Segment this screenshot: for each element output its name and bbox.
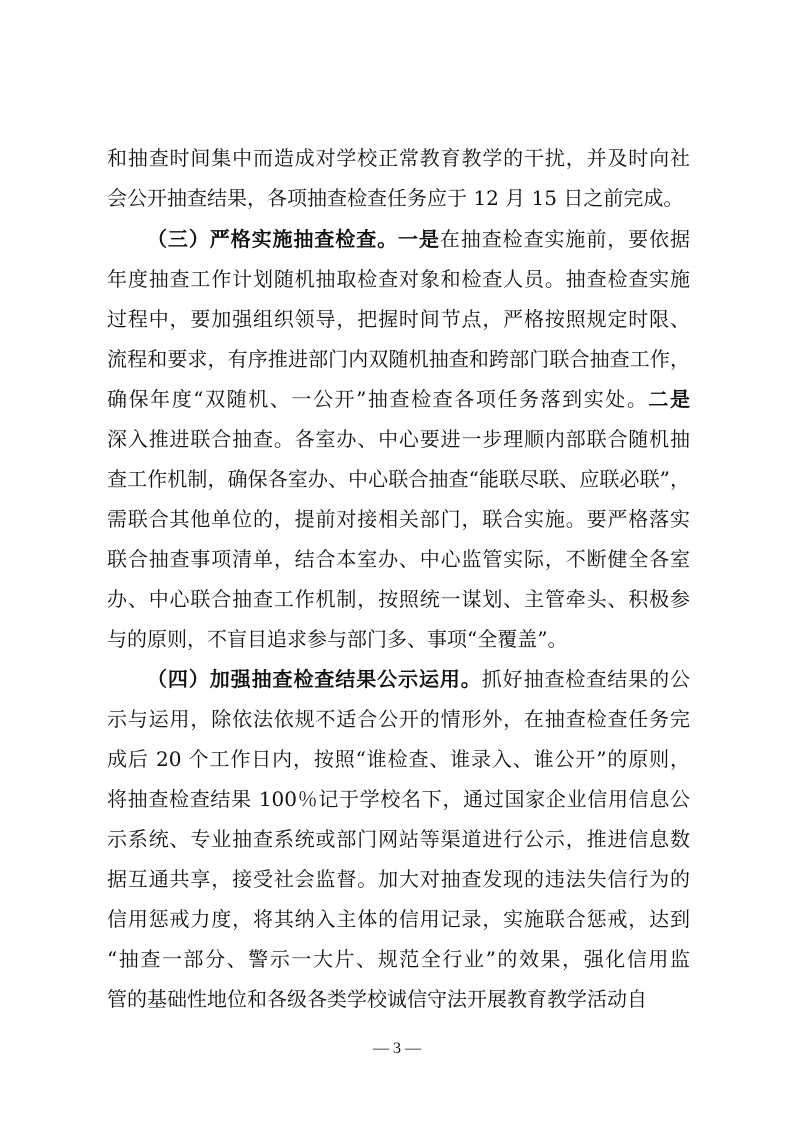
section-heading-4: （四）加强抽查检查结果公示运用。: [147, 667, 482, 691]
p3-line-3: 成后 20 个工作日内，按照“谁检查、谁录入、谁公开”的原则，: [107, 747, 690, 771]
p3-line-2: 示与运用，除依法依规不适合公开的情形外，在抽查检查任务完: [107, 707, 690, 731]
point-label-1: 一是: [398, 227, 440, 251]
point-label-2: 二是: [648, 387, 690, 411]
p3-line-1-text: 抓好抽查检查结果的公: [481, 667, 690, 691]
p3-line-9: 管的基础性地位和各级各类学校诚信守法开展教育教学活动自: [107, 987, 647, 1011]
p1-line-1: 和抽查时间集中而造成对学校正常教育教学的干扰，并及时向社: [107, 146, 690, 170]
section-heading-3: （三）严格实施抽查检查。: [147, 227, 399, 251]
p2-line-2: 年度抽查工作计划随机抽取检查对象和检查人员。抽查检查实施: [107, 267, 690, 291]
p3-line-4: 将抽查检查结果 100％记于学校名下，通过国家企业信用信息公: [107, 787, 690, 811]
p2-line-11: 与的原则，不盲目追求参与部门多、事项“全覆盖”。: [107, 627, 568, 651]
p3-line-8: “抽查一部分、警示一大片、规范全行业”的效果，强化信用监: [107, 947, 690, 971]
p2-line-10: 办、中心联合抽查工作机制，按照统一谋划、主管牵头、积极参: [107, 587, 690, 611]
p3-line-7: 信用惩戒力度，将其纳入主体的信用记录，实施联合惩戒，达到: [107, 907, 690, 931]
p2-line-5: [107, 379, 690, 419]
p3-line-5: 示系统、专业抽查系统或部门网站等渠道进行公示，推进信息数: [107, 827, 690, 851]
p2-line-7: 查工作机制，确保各室办、中心联合抽查“能联尽联、应联必联”，: [107, 467, 690, 491]
p2-line-3: 过程中，要加强组织领导，把握时间节点，严格按照规定时限、: [107, 307, 690, 331]
p3-line-1: [147, 659, 690, 699]
p2-line-5-text: 确保年度“双随机、一公开”抽查检查各项任务落到实处。: [107, 387, 649, 411]
p2-line-8: 需联合其他单位的，提前对接相关部门，联合实施。要严格落实: [107, 507, 690, 531]
p2-line-6: 深入推进联合抽查。各室办、中心要进一步理顺内部联合随机抽: [107, 427, 690, 451]
p1-line-2: 会公开抽查结果，各项抽查检查任务应于 12 月 15 日之前完成。: [107, 186, 684, 210]
p3-line-6: 据互通共享，接受社会监督。加大对抽查发现的违法失信行为的: [107, 867, 690, 891]
page-number: — 3 —: [373, 1040, 421, 1057]
p2-line-4: 流程和要求，有序推进部门内双随机抽查和跨部门联合抽查工作，: [107, 347, 690, 371]
p2-line-1-text: 在抽查检查实施前，要依据: [439, 227, 690, 251]
p2-line-9: 联合抽查事项清单，结合本室办、中心监管实际，不断健全各室: [107, 547, 690, 571]
p2-line-1: [147, 219, 690, 259]
